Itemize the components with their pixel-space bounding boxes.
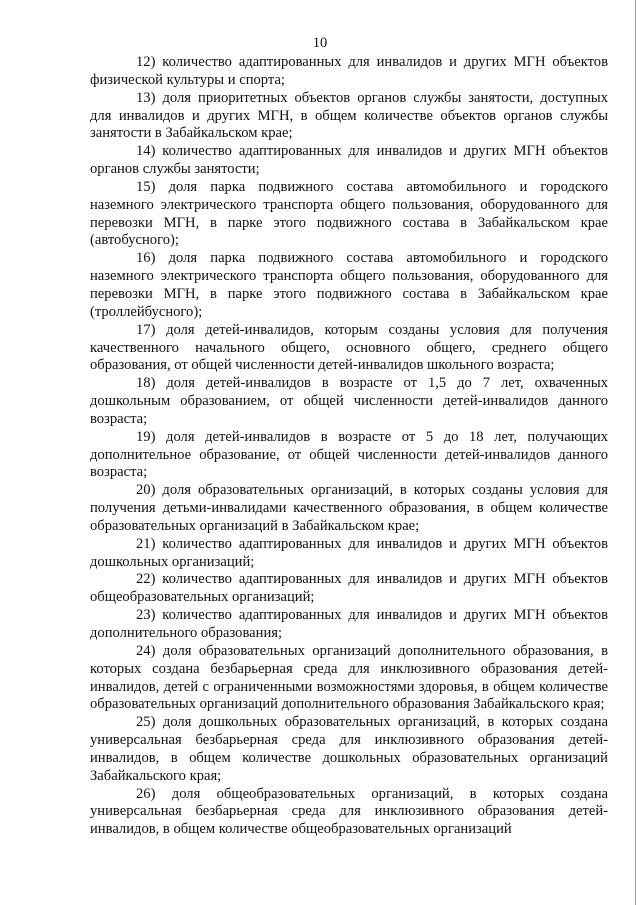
list-item-12: 12) количество адаптированных для инвалидов и других МГН объектов физической культуры и спорта; bbox=[90, 54, 608, 88]
list-item-23: 23) количество адаптированных для инвалидов и других МГН объектов дополнительного образования; bbox=[90, 607, 608, 641]
list-item-24: 24) доля образовательных организаций дополнительного образования, в которых создана безбарьерная среда для инклюзивного образования детей-инвалидов, детей с ограниченными возможностями здоровья, в общем количестве образовательных организаций дополнительного образования Забайкальского края; bbox=[90, 642, 608, 713]
list-item-20: 20) доля образовательных организаций, в которых созданы условия для получения детьми-инвалидами качественного образования, в общем количестве образовательных организаций в Забайкальском крае; bbox=[90, 482, 608, 534]
list-item-21: 21) количество адаптированных для инвалидов и других МГН объектов дошкольных организаций; bbox=[90, 535, 608, 570]
list-item-26: 26) доля общеобразовательных организаций, в которых создана универсальная безбарьерная среда для инклюзивного образования детей-инвалидов, в общем количестве общеобразовательных организаций bbox=[90, 785, 608, 838]
document-body bbox=[90, 54, 608, 839]
list-item-16: 16) доля парка подвижного состава автомобильного и городского наземного электрического транспорта общего пользования, оборудованного для перевозки МГН, в парке этого подвижного состава в Забайкальском крае (троллейбусного); bbox=[90, 250, 608, 320]
list-item-19: 19) доля детей-инвалидов в возрасте от 5 до 18 лет, получающих дополнительное образование, от общей численности детей-инвалидов данного возраста; bbox=[90, 428, 608, 481]
page-number: 10 bbox=[312, 35, 328, 51]
list-item-14: 14) количество адаптированных для инвалидов и других МГН объектов органов службы занятости; bbox=[90, 143, 608, 178]
list-item-13: 13) доля приоритетных объектов органов службы занятости, доступных для инвалидов и других МГН, в общем количестве объектов органов службы занятости в Забайкальском крае; bbox=[90, 89, 608, 142]
list-item-18: 18) доля детей-инвалидов в возрасте от 1,5 до 7 лет, охваченных дошкольным образованием, от общей численности детей-инвалидов данного возраста; bbox=[90, 375, 608, 427]
list-item-15: 15) доля парка подвижного состава автомобильного и городского наземного электрического транспорта общего пользования, оборудованного для перевозки МГН, в парке этого подвижного состава в Забайкальском крае (автобусного); bbox=[90, 178, 608, 249]
page-edge-line bbox=[635, 0, 636, 905]
list-item-17: 17) доля детей-инвалидов, которым созданы условия для получения качественного начального общего, основного общего, среднего общего образования, от общей численности детей-инвалидов школьного возраста; bbox=[90, 321, 608, 374]
list-item-22: 22) количество адаптированных для инвалидов и других МГН объектов общеобразовательных организаций; bbox=[90, 571, 608, 606]
list-item-25: 25) доля дошкольных образовательных организаций, в которых создана универсальная безбарьерная среда для инклюзивного образования детей-инвалидов, в общем количестве дошкольных образовательных организаций Забайкальского края; bbox=[90, 714, 608, 784]
